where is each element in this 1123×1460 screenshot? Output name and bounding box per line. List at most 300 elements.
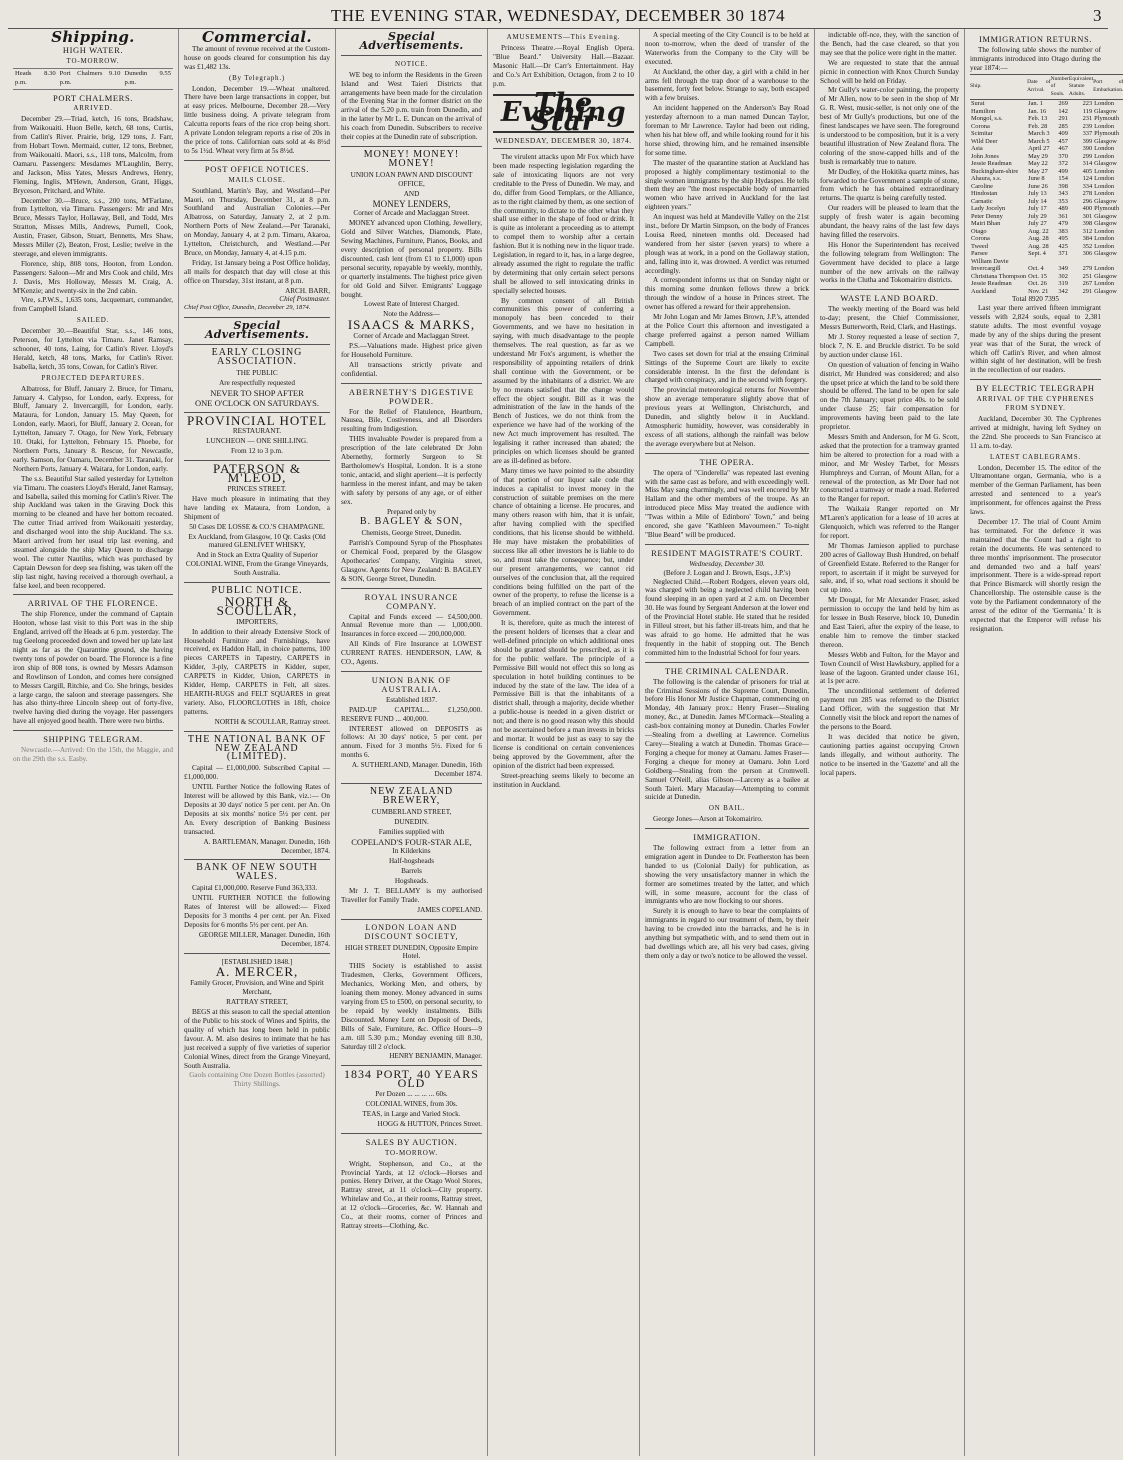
union-loan-title: UNION LOAN PAWN AND DISCOUNT OFFICE,	[350, 170, 473, 188]
imm-cell-port: Glasgow	[1094, 212, 1117, 220]
imm-cell-ship: Wild Deer	[971, 137, 998, 145]
imm-cell-adults: 239	[1082, 122, 1093, 130]
union-bank-title: UNION BANK OF AUSTRALIA.	[371, 675, 452, 694]
imm-cell-port: London	[1094, 167, 1115, 175]
immigration-title: IMMIGRATION.	[693, 832, 761, 843]
port-title: PORT CHALMERS.	[53, 92, 133, 103]
news-p2: At Auckland, the other day, a girl with a child in her arms fell through the trap door of a warehouse to the basement, forty feet below. Strange to say, both escaped with a few bruises.	[645, 67, 809, 103]
imm-cell-souls: 372	[1058, 160, 1068, 168]
high-water-title: HIGH WATER.	[62, 44, 124, 55]
imm-cell-souls	[1051, 258, 1069, 266]
imm-cell-souls: 409	[1058, 130, 1068, 138]
imm-header-ship: Ship.	[970, 74, 1027, 100]
masthead	[8, 4, 1108, 28]
imm-cell-ship: Peter Denny	[971, 212, 1003, 220]
table-row	[970, 123, 1123, 131]
imm-cell-port: London	[1094, 152, 1115, 160]
table-row	[970, 205, 1123, 213]
north-scoullar-sign: NORTH & SCOULLAR, Rattray street.	[214, 717, 330, 726]
imm-cell-ship: Mongol, s.s.	[971, 115, 1003, 123]
imm-cell-adults: 337	[1082, 130, 1093, 138]
rmc-body: Neglected Child.—Robert Rodgers, eleven years old, was charged with being a neglected child having been found sleeping in an open yard at 2 a.m. on December 30. He was found by Sergeant Anderson at the lower end of the Provincial Hotel stable. He stated that he resided in Filleul street, but his father ill-treats him, and that he was afraid to go home. He admitted that he was frequently in the habit of stopping out. The Bench committed him to the Industrial School for four years.	[645, 577, 809, 657]
column-special-ads	[335, 29, 487, 1456]
cyphrenes-title: ARRIVAL OF THE CYPHRENES FROM SYDNEY.	[976, 395, 1095, 413]
imm-cell-date: May 29	[1028, 152, 1048, 160]
imm-cell-date: Jan. 16	[1028, 107, 1047, 115]
paterson-body: Have much pleasure in intimating that they have landing ex Mataura, from London, a Shipment of	[184, 494, 330, 521]
table-row	[970, 115, 1123, 123]
shipping-telegram-body: Newcastle.—Arrived: On the 15th, the Maggie, and on the 29th the s.s. Easby.	[13, 746, 173, 763]
bagley-address: Chemists, George Street, Dunedin.	[361, 529, 462, 538]
table-row	[970, 130, 1123, 138]
masthead-title: THE EVENING STAR, WEDNESDAY, DECEMBER 30 1874	[330, 6, 786, 25]
north-scoullar-sub: IMPORTERS,	[236, 617, 278, 626]
mercer-established: [ESTABLISHED 1848.]	[221, 957, 293, 966]
imm-cell-port: Glasgow	[1094, 250, 1117, 258]
on-bail-body: George Jones—Arson at Tokomairiro.	[653, 815, 763, 824]
abernethy-sub: For the Relief of Flatulence, Heartburn, Nausea, Bile, Costiveness, and all Disorders resulting from Indigestion.	[341, 407, 482, 434]
imm-cell-date: Aug. 22	[1028, 227, 1049, 235]
union-bank-interest: INTEREST allowed on DEPOSITS as follows: At 30 days' notice, 5 per cent. per annum. Fixed for 3 months 5½. Fixed for 6 months 6.	[341, 724, 482, 760]
parrish-body: Parrish's Compound Syrup of the Phosphates or Chemical Food, prepared by the Glasgow Apothecaries' Company, Virginia street, Glasgow. Agents for New Zealand: B. BAGLEY & SON, George Street, Dunedin.	[341, 539, 482, 583]
imm-cell-adults: 312	[1082, 227, 1093, 235]
isaacs-corner: Corner of Arcade and Maclaggan Street.	[353, 332, 470, 341]
imm-cell-ship: Asia	[971, 145, 983, 153]
imm-cell-date: June 8	[1028, 175, 1045, 183]
nz-brewery-half: Half-hogsheads	[388, 857, 435, 866]
nz-brewery-ale: COPELAND'S FOUR-STAR ALE,	[351, 836, 472, 847]
early-closing-l4: ONE O'CLOCK ON SATURDAYS.	[194, 397, 319, 408]
column-commercial	[178, 29, 335, 1456]
early-closing-title: EARLY CLOSING ASSOCIATION.	[211, 347, 303, 367]
editorial-date: WEDNESDAY, DECEMBER 30, 1874.	[493, 137, 634, 149]
imm-cell-date: Nov. 21	[1028, 287, 1049, 295]
rmc-title: RESIDENT MAGISTRATE'S COURT.	[651, 547, 803, 558]
imm-header-souls: Number of Souls.	[1051, 74, 1069, 100]
mercer-body: BEGS at this season to call the special attention of the Public to his stock of Wines and Spirits, the quality of which has long been held in public favour. A. M. also desires to intimate that he has just received a supply of five varieties of superior Colonial Wines, direct from the Grange Vineyard, South Australia.	[184, 1008, 330, 1070]
nz-brewery-families: Families supplied with	[378, 827, 445, 836]
mercer-footer: Gaols containing One Dozen Bottles (assorted) Thirty Shillings.	[189, 1071, 325, 1089]
florence-title: ARRIVAL OF THE FLORENCE.	[27, 598, 159, 609]
imm-cell-souls: 285	[1058, 122, 1068, 130]
bagley-title: B. BAGLEY & SON,	[359, 516, 464, 528]
paterson-title: PATERSON & M'LEOD,	[213, 461, 301, 486]
table-row	[970, 235, 1123, 243]
imm-cell-souls: 349	[1058, 265, 1068, 273]
imm-cell-adults: 119	[1082, 107, 1093, 115]
florence-body: The ship Florence, under the command of Captain Hooton, whose last visit to this Port was in the ship England, arrived off the Heads at 6 p.m. yesterday. The tug Geelong proceeded down and towed her up late last night as far as the Quarantine ground, she having twenty tons of powder on board. The Florence is a fine iron ship of 808 tons, is owned by Messrs Adamson and Rowlinson of London, and comes here consigned to Messrs Cargill, Ritchie, and Co. She brings, besides a large cargo, the saloon and steerage passengers. She has also thirty-three Lincoln sheep out of forty-five, twelve having died during the voyage. Her passengers have all enjoyed good health. There were two births.	[13, 610, 173, 726]
early-closing-l1: THE PUBLIC	[236, 368, 278, 377]
imm-cell-date: July 17	[1028, 205, 1047, 213]
tide-heads: Heads 8.30 p.m.	[15, 69, 56, 86]
imm-cell-ship: Jessie Readman	[971, 280, 1012, 288]
arrivals-2: December 30.—Bruce, s.s., 200 tons, M'Farlane, from Lyttelton, via Timaru. Passengers: Mr and Mrs Bruce, Messrs Taylor, Hollaway, Bell, and Todd, Mrs Stratton, Misses Mills, Andrews, Purnell, Cook, Austin, Fraser, Gibson, Stuart, Bennetts, Mrs Shaw, Messrs Miller (2), Beaton, Frost, Leslie; twelve in the steerage, and eleven immigrants.	[13, 196, 173, 258]
table-row	[970, 280, 1123, 288]
paterson-street: PRINCES STREET.	[227, 484, 287, 493]
nz-brewery-title: NEW ZEALAND BREWERY,	[369, 785, 454, 806]
news-p5: An inquest was held at Mandeville Valley on the 21st inst., before Dr Martin Simpson, on the body of Frances Louisa Reed, nineteen months old. Deceased had wandered from her sister (seven years) to where a plough was at work, in a pond on the Gollaway station, and, falling into it, was drowned. A verdict was returned accordingly.	[645, 213, 809, 275]
immigration-p2: Surely it is enough to have to bear the complaints of immigrants in regard to our treatment of them, by their having to be crowded into the barracks, and he is in anything but sympathetic with, and to send them out in bad dwellings which are, all his very bad cases, giving them only a day or two's notice to be allowed the vessel.	[645, 907, 809, 960]
table-row	[970, 243, 1123, 251]
bnsw-title: BANK OF NEW SOUTH WALES.	[196, 862, 318, 883]
imm-cell-adults: 278	[1082, 190, 1093, 198]
mercer-title: A. MERCER,	[215, 964, 299, 980]
imm-cell-port: Glasgow	[1094, 272, 1117, 280]
table-row	[970, 288, 1123, 296]
postmaster-title: Chief Postmaster.	[279, 295, 330, 304]
imm-cell-port: Plymouth	[1094, 130, 1120, 138]
imm-cell-adults: 267	[1082, 280, 1093, 288]
imm-cell-ship: Otago	[971, 227, 987, 235]
port-1834-price: Per Dozen ... ... ... ... 60s.	[375, 1090, 448, 1099]
imm-cell-adults: 291	[1082, 287, 1093, 295]
waste-land-p2: Mr J. Storey requested a lease of section 7, block 7, N. E. and Bruckle district. To be sold by auction under clause 161.	[820, 333, 959, 359]
imm-cell-souls: 361	[1058, 212, 1068, 220]
imm-cell-date: Jan. 1	[1028, 100, 1044, 108]
provincial-hotel-title: PROVINCIAL HOTEL	[186, 412, 328, 428]
imm-cell-date: July 27	[1028, 220, 1047, 228]
national-bank-title: THE NATIONAL BANK OF NEW ZEALAND (LIMITED).	[187, 733, 327, 763]
paper-title: The Evening Star	[493, 94, 634, 133]
imm-cell-ship: Invercargill	[971, 265, 1001, 273]
nz-brewery-street: CUMBERLAND STREET,	[371, 807, 452, 816]
immigration-returns-intro: The following table shows the number of immigrants introduced into Otago during the year 1874:—	[970, 45, 1101, 72]
imm-cell-souls: 371	[1058, 250, 1068, 258]
imm-cell-port: London	[1094, 175, 1115, 183]
imm-cell-port: London	[1094, 122, 1115, 130]
imm-cell-date: March 5	[1028, 137, 1050, 145]
criminal-calendar-title: THE CRIMINAL CALENDAR.	[664, 665, 790, 676]
imm-cell-souls: 383	[1058, 227, 1068, 235]
mails-list: Southland, Martin's Bay, and Westland—Per Maori, on Thursday, December 31, at 8 p.m. Southland and Australian Colonies.—Per Albatross, on Saturday, January 2, at 2 p.m. Northern Ports of New Zealand.—Per Taranaki, on Monday, January 4, at 2 p.m. Timaru, Akaroa, Lyttelton, Christchurch, and Westland.—Per Bruce, on Monday, January 4, at 4.15 p.m.	[184, 186, 330, 257]
abernethy-body: THIS invaluable Powder is prepared from a prescription of the late celebrated Dr John Abernethy, formerly Surgeon to St Bartholomew's Hospital, London. It is a stone tonic, antacid, and slight aperient—it is perfectly harmless in the merest infant, and may be taken with safety by persons of any age, or of either sex.	[341, 435, 482, 506]
port-1834: 1834 PORT, 40 YEARS OLD	[344, 1067, 479, 1091]
imm-cell-adults: 279	[1082, 265, 1093, 273]
imm-cell-date: Oct. 4	[1028, 265, 1044, 273]
imm-cell-adults: 400	[1082, 205, 1093, 213]
imm-cell-port: Glasgow	[1094, 220, 1117, 228]
union-corner: Corner of Arcade and Maclaggan Street.	[353, 209, 470, 218]
table-row	[970, 213, 1123, 221]
national-bank-body: UNTIL Further Notice the following Rates of Interest will be allowed by this Bank, viz.:— On Deposits at 30 days' notice 5 per cent. per An. On Deposits at six months' notice 5½ per cent. per An. Every description of Banking Business transacted.	[184, 783, 330, 836]
cablegram-2: December 17. The trial of Count Arnim has terminated. For the defence it was maintained that the Count had a right to retain the documents. He was sentenced to three months' imprisonment. The prosecutor and demanded two and a half years' imprisonment. There is a wide-spread report that Prince Bismarck will shortly resign the Chancellorship. The ostensible cause is the vote by the Parliament condemnatory of the arrest of the editor of the 'Germania.' It is expected that the Emperor will refuse his resignation.	[970, 517, 1101, 633]
imm-cell-ship: William Davie	[971, 257, 1009, 265]
imm-cell-souls: 495	[1058, 235, 1068, 243]
on-bail-label: ON BAIL.	[708, 804, 746, 813]
amusements-title: AMUSEMENTS—This Evening.	[506, 33, 621, 41]
imm-cell-ship: Hamilton	[971, 107, 996, 115]
imm-cell-ship: Scimitar	[971, 130, 993, 138]
imm-cell-adults: 296	[1082, 197, 1093, 205]
teas: TEAS, in Large and Varied Stock.	[362, 1109, 461, 1118]
cyphrenes-body: Auckland, December 30. The Cyphrenes arrived at midnight, having left Sydney on the 22nd. She proceeds to San Francisco at 11 a.m. to-day.	[970, 415, 1101, 450]
colonial-wines: COLONIAL WINES, from 30s.	[365, 1100, 458, 1109]
editorial-p2: By common consent of all British communities this power of conferring a monopoly has been conceded to their Governments, and we have no hesitation in saying, with much disadvantage to the people themselves. The real question, as far as we understand Mr Fox's argument, is whether the responsibility of appointing retailers of drink shall continue with the Government, or be assumed by the inhabitants of a district. We are by no means satisfied that the change would effect the object sought. Bill as it was the administration of the law in the hands of the Bench of Justices, we do not think from the experience we have had of the working of the new Act much improvement has resulted. The legalising it rather increased than abated; the principles on which licenses should be granted are as ill-defined as before.	[493, 296, 634, 465]
news-p1: A special meeting of the City Council is to be held at noon to-morrow, when the deed of transfer of the Waterworks from the Company to the City will be executed.	[645, 31, 809, 66]
news-p9: The provincial meteorological returns for November show an average temperature slightly above that of previous years at Wellington, Christchurch, and Dunedin, and slightly below it in Auckland. Atmospheric humidity, however, was considerably in excess of all stations, although the rainfall was below the average everywhere but at Nelson.	[645, 386, 809, 448]
imm-cell-date: May 22	[1028, 160, 1048, 168]
isaacs-ps: P.S.—Valuations made. Highest price given for Household Furniture.	[341, 342, 482, 359]
news2-p5: Our readers will be pleased to learn that the supply of fresh water is again becoming abundant, the heavy rains of the last few days having filled the reservoirs.	[820, 204, 959, 239]
sailed-list: December 30.—Beautiful Star, s.s., 146 tons, Peterson, for Lyttelton via Timaru. Janet Ramsay, schooner, 40 tons, Laing, for Catlin's River. Lloyd's Herald, ketch, 48 tons, Marks, for Catlin's River. Isabella, ketch, 35 tons, Cowan, for Catlin's River.	[13, 327, 173, 371]
luncheon-hours: From 12 to 3 p.m.	[231, 447, 283, 456]
news2-p6: His Honor the Superintendent has received the following telegram from Wellington: The Government have decided to place a large number of the new arrivals on the railway works in the Clutha and Tokomairiro districts.	[820, 240, 959, 285]
page-number: 3	[1093, 6, 1102, 25]
royal-insurance-funds: Capital and Funds exceed — £4,500,000. Annual Revenue more than — 1,000,000. Insurances in force exceed — 200,000,000.	[341, 612, 482, 639]
imm-cell-adults: 301	[1082, 212, 1093, 220]
imm-cell-ship: Jessie Readman	[971, 160, 1012, 168]
imm-cell-adults: 299	[1082, 152, 1093, 160]
news2-p1: indictable off-nce, they, with the sanction of the Bench, had the case cleared, so that you may see that the police were right in the matter.	[820, 31, 959, 57]
isaacs-marks: ISAACS & MARKS,	[347, 317, 476, 333]
commercial-heading: Commercial.	[202, 28, 312, 46]
imm-cell-date: April 27	[1028, 145, 1050, 153]
post-office-date: Chief Post Office, Dunedin, December 29, 1874.	[184, 304, 311, 312]
tide-dunedin: Dunedin 9.55 p.m.	[124, 69, 171, 86]
imm-cell-date: Oct. 15	[1028, 272, 1047, 280]
imm-cell-souls: 342	[1058, 287, 1068, 295]
special-ads-heading: Special Advertisements.	[204, 319, 310, 342]
imm-cell-port: London	[1094, 265, 1115, 273]
imm-cell-port: Plymouth	[1094, 115, 1120, 123]
imm-cell-port: London	[1094, 100, 1115, 108]
imm-header-date: Date of Arrival.	[1027, 74, 1050, 100]
imm-cell-ship: Lady Jocelyn	[971, 205, 1006, 213]
amusements-list: Princess Theatre.—Royal English Opera. "Blue Beard." University Hall.—Bazaar. Masonic Hall.—Dr Carr's Entertainment. Hay and Co.'s Art Exhibition, Octagon, from 2 to 10 p.m.	[493, 43, 634, 88]
imm-cell-date: Sept. 4	[1028, 250, 1046, 258]
imm-cell-souls: 499	[1058, 167, 1068, 175]
imm-cell-adults: 384	[1082, 235, 1093, 243]
paterson-whisky: Ex Auckland, from Glasgow, 10 Qr. Casks (Old matured GLENLIVET WHISKY,	[188, 532, 326, 550]
nz-brewery-barrels: Barrels	[401, 867, 422, 876]
imm-cell-port: Glasgow	[1094, 287, 1117, 295]
nz-brewery-kilderkins: In Kilderkins	[392, 847, 431, 856]
union-bank-capital: PAID-UP CAPITAL... £1,250,000. RESERVE FUND ... 400,000.	[341, 705, 482, 723]
nz-brewery-city: DUNEDIN.	[394, 817, 429, 826]
imm-cell-adults: 398	[1082, 220, 1093, 228]
money-title: MONEY! MONEY! MONEY!	[363, 148, 460, 169]
news-p7: Mr John Logan and Mr James Brown, J.P.'s, attended at the Police Court this afternoon and investigated a charge preferred against a person named William Campbell.	[645, 313, 809, 348]
table-row	[970, 265, 1123, 273]
immigration-returns-title: IMMIGRATION RETURNS.	[978, 34, 1093, 44]
notice-label: NOTICE.	[394, 59, 428, 68]
market-report: London, December 19.—Wheat unaltered. There have been large transactions in copper, but at easy prices. Melbourne, December 28.—Very little business doing. A private telegram from Calcutta reports fears of the rice crop being short. A private London telegram reports a rise of 20s in the price of tons. Californian oats sold at 4s 8½d to 5s 1½d. Wheat very firm at 5s 8½d.	[184, 84, 330, 155]
notice-body: WE beg to inform the Residents in the Green Island and West Taieri Districts that arrangements have been made for the circulation of the Evening Star in the former district on the arrival of the 5.20 p.m. train from Dunedin, and in the latter by Mr L. E. Duncan on the arrival of his coach from Dunedin. Subscribers to receive their copies at the Dunedin rate of subscription.	[341, 70, 482, 142]
imm-cell-souls: 353	[1058, 197, 1068, 205]
imm-cell-adults: 334	[1082, 182, 1093, 190]
waste-land-p3: On question of valuation of fencing in Waiho district, Mr Hundred was considered; and also the upset price at which the land to be sold there should be offered. The land to be open for sale on the 7th January; upset price 40s. to be sold under clause 25; fair compensation for improvements having been paid to the late proprietor.	[820, 360, 959, 432]
bnsw-body: UNTIL FURTHER NOTICE the following Rates of Interest will be allowed:— Fixed Deposits for 3 months 4 per cent. per An. Fixed Deposits for 6 months 5½ per cent. per An.	[184, 894, 330, 929]
prepared-by: Prepared only by	[386, 507, 437, 516]
opera-body: The opera of "Cinderella" was repeated last evening with the same cast as before, and with exceedingly well. Miss May sang charmingly, and was well encored by Mr Hallam and the other members of the troupe. As an introduced piece Miss May treated the audience with "Twas within a Mile of Edinboro' Town," and being encored, she gave "Kathleen Mavourneen." To-night "Blue Beard" will be produced.	[645, 468, 809, 539]
imm-cell-adults: 399	[1082, 137, 1093, 145]
imm-cell-port: London	[1094, 182, 1115, 190]
editorial-p5: Street-preaching seems likely to become an institution in Auckland.	[493, 771, 634, 789]
bnsw-sign: GEORGE MILLER, Manager. Dunedin, 16th December, 1874.	[198, 930, 330, 948]
early-closing-l3: NEVER TO SHOP AFTER	[210, 387, 304, 398]
waste-land-p1: The weekly meeting of the Board was held to-day; present, the Chief Commissioner, Messrs Butterworth, Reid, Clark, and Hastings.	[820, 305, 959, 332]
mercer-street: RATTRAY STREET,	[226, 998, 288, 1007]
imm-cell-date: Feb. 28	[1028, 122, 1048, 130]
table-row	[970, 168, 1123, 176]
imm-cell-adults: 352	[1082, 242, 1093, 250]
money-lenders: MONEY LENDERS,	[372, 198, 451, 209]
imm-cell-ship: Corona	[971, 235, 990, 243]
paterson-champagne: 50 Cases DE LOSSE & CO.'S CHAMPAGNE.	[189, 522, 325, 531]
provincial-hotel-sub: RESTAURANT.	[232, 427, 282, 436]
isaacs-private: All transactions strictly private and confidential.	[341, 360, 482, 378]
paterson-wine: And in Stock an Extra Quality of Superior COLONIAL WINE, From the Grange Vineyards, South Australia.	[185, 551, 329, 578]
imm-cell-date: July 29	[1028, 212, 1047, 220]
imm-cell-adults: 306	[1082, 250, 1093, 258]
table-row	[970, 220, 1123, 228]
by-telegraph: (By Telegraph.)	[228, 73, 286, 82]
criminal-calendar-body: The following is the calendar of prisoners for trial at the Criminal Sessions of the Supreme Court, Dunedin, before His Honor Mr Justice Chapman, commencing on Monday, 4th January prox.: Henry Fraser—Stealing money, &c., at Dunedin. James M'Cormack—Stealing a cash-box containing money at Dunedin. Charles Fowler—Stealing from a dwelling at Lawrence. Cornelius Carey—Stealing a watch at Dunedin. Thomas Grace—Forging a cheque for money at Oamaru. James Fraser—Forging a cheque for money at Oamaru. John Lord Goldberg—Stealing from the person at Cromwell. Samuel O'Neill, alias Gibson—Larceny as a bailee at South Taieri. Mary Macaulay—Attempting to commit suicide at Dunedin.	[645, 677, 809, 802]
mercer-trade: Family Grocer, Provision, and Wine and Spirit Merchant,	[190, 979, 324, 997]
imm-cell-port: London	[1094, 190, 1115, 198]
imm-cell-souls: 479	[1058, 220, 1068, 228]
nz-brewery-traveller: Mr J. T. BELLAMY is my authorised Traveller for Family Trade.	[341, 887, 482, 904]
table-row	[970, 190, 1123, 198]
rmc-date: Wednesday, December 30.	[689, 559, 765, 568]
revenue-note: The amount of revenue received at the Custom-house on goods cleared for consumption his day was £1,482 13s.	[184, 44, 330, 71]
sales-title: SALES BY AUCTION.	[365, 1136, 458, 1147]
imm-cell-date	[1027, 258, 1050, 266]
imm-cell-ship: Caroline	[971, 182, 994, 190]
post-office-title: POST OFFICE NOTICES.	[204, 163, 310, 174]
projected-label: PROJECTED DEPARTURES.	[41, 373, 145, 382]
imm-cell-date: March 3	[1028, 130, 1050, 138]
shipping-telegram-title: SHIPPING TELEGRAM.	[43, 734, 143, 745]
column-shipping	[8, 29, 178, 1456]
arrivals-3: Florence, ship, 808 tons, Hooton, from London. Passengers: Saloon—Mr and Mrs Cook and child, Mrs J. Davis, Mrs Holloway, Messrs M. Craig, A. M'Kenzie; and twenty-six in the 2nd cabin.	[13, 259, 173, 295]
imm-cell-adults: 251	[1082, 272, 1093, 280]
national-bank-sign: A. BARTLEMAN, Manager. Dunedin, 16th December, 1874.	[203, 837, 330, 855]
special-ads-heading-2: Special Advertisements.	[359, 30, 464, 52]
arrivals-4: Vire, s.P.W.S., 1,635 tons, Jacquemart, commander, from Campbell Island.	[13, 296, 173, 314]
imm-cell-souls: 142	[1058, 107, 1068, 115]
imm-cell-port: Glasgow	[1094, 197, 1117, 205]
imm-cell-port: Plymouth	[1094, 205, 1120, 213]
imm-header-port: Port of Embarkation.	[1093, 74, 1123, 100]
table-row	[970, 145, 1123, 153]
imm-cell-souls: 269	[1058, 100, 1068, 108]
luncheon-line: LUNCHEON — ONE SHILLING.	[206, 437, 308, 446]
editorial-p3: Many times we have pointed to the absurdity of that portion of our liquor sale code that induces a capitalist to invest money in the construction of suitable premises on the mere chance of obtaining a license. He procures, and many others reason with him, that it is unfair, after having complied with the specified conditions, that his license should be withheld. He may have mistaken the probabilities of success like all other investors he is liable to do so, and must take the consequence; but, under our present arrangements, we cannot rid ourselves of the conclusion that, all the required conditions being fulfilled on the part of the owner of the property, to refuse the license is a breach of an implied contract on the part of the Government.	[493, 466, 634, 618]
cablegrams-title: LATEST CABLEGRAMS.	[990, 452, 1081, 461]
imm-cell-date: Oct. 26	[1028, 280, 1047, 288]
column-news-2	[814, 29, 964, 1456]
waste-land-p8: Messrs Webb and Fulton, for the Mayor and Town Council of West Hawksbury, applied for a lease of the lagoon. Granted under clause 161, at 1s per acre.	[820, 650, 959, 686]
imm-cell-port: Glasgow	[1094, 107, 1117, 115]
imm-cell-date: Aug. 28	[1028, 242, 1049, 250]
cablegram-1: London, December 15. The editor of the Ultramontane organ, Germania, who is a member of the German Parliament, has been arrested and sentenced to a year's imprisonment, for offences against the Press laws.	[970, 463, 1101, 517]
sales-body: Wright, Stephenson, and Co., at the Provincial Yards, at 12 o'clock—Horses and ponies. Henry Driver, at the Otago Wool Stores, Rattray street, at 11 o'clock—City property. Whitelaw and Co., at their rooms, Rattray street, at 12 o'clock—Groceries, &c. W. Hannah and Co., at their rooms, corner of Princes and Rattray streets—Clothing, &c.	[341, 1159, 482, 1230]
column-news	[639, 29, 814, 1456]
sailed-label: SAILED.	[76, 316, 110, 325]
shipping-notes: The s.s. Beautiful Star sailed yesterday for Lyttelton via Timaru. The coasters Lloyd's Herald, Janet Ramsay, and Isabella, sailed this morning for Catlin's River. The ship Auckland was taken in the Graving Dock this morning to be cleaned and have her bottom recoated. The cutter Triad arrived from Waikouaiti yesterday, and discharged wool into the ship Auckland. The s.s. Maori arrived from her usual trip last evening, and steamed alongside the ship May Queen to discharge wool. The cutter Nautilus, which was purchased by Captain Dewson for deep sea fishing, was taken off the slip last night, having received a thorough overhaul, a false keel, and been recoppered.	[13, 474, 173, 590]
table-row	[970, 153, 1123, 161]
imm-cell-adults: 231	[1082, 115, 1093, 123]
mails-holiday: Friday, 1st January being a Post Office holiday, all mails for despatch that day will close at this office on Thursday, 31st instant, at 8 p.m.	[184, 258, 330, 285]
imm-cell-port: London	[1094, 235, 1115, 243]
immigration-table	[970, 74, 1123, 296]
immigration-total: Total 8920 7395	[1011, 295, 1059, 304]
imm-cell-date: May 27	[1028, 167, 1048, 175]
imm-cell-souls: 398	[1058, 182, 1068, 190]
imm-cell-ship: John Jones	[971, 152, 999, 160]
imm-cell-adults: 314	[1082, 160, 1093, 168]
london-loan-title: LONDON LOAN AND DISCOUNT SOCIETY,	[364, 922, 459, 941]
imm-cell-adults: 405	[1082, 167, 1093, 175]
imm-cell-ship: Mairi Bhan	[971, 220, 1001, 228]
editorial-p4: It is, therefore, quite as much the interest of the present holders of licenses that a clear and well-defined principle on which additional ones should be granted should be prescribed, as it is for the public welfare. The principle of a Permissive Bill would not effect this so long as speculation in hotel building continues to be induced by the state of the law. The idea of a Permissive Bill is that the inhabitants of a district shall, through a majority, decide whether a public-house is needed in a given district or not; and there is no good reason why this should not be ascertained before a man invests in bricks and mortar. It would be just as easy to say the license is conditional on certain conveniences being approved by the Government, after the opinion of the district had been expressed.	[493, 619, 634, 770]
nz-brewery-sign: JAMES COPELAND.	[417, 905, 482, 914]
imm-cell-port: Glasgow	[1094, 137, 1117, 145]
sales-tomorrow: TO-MORROW.	[385, 1148, 438, 1157]
high-water-sub: TO-MORROW.	[66, 56, 120, 65]
imm-cell-port: Glasgow	[1094, 160, 1117, 168]
imm-cell-port: London	[1094, 227, 1115, 235]
national-bank-capital: Capital — £1,000,000. Subscribed Capital — £1,000,000.	[184, 764, 330, 782]
column-immigration	[964, 29, 1123, 1456]
imm-cell-souls: 489	[1058, 205, 1068, 213]
imm-cell-ship: Christiana Thompson	[971, 272, 1027, 280]
imm-cell-souls: 291	[1058, 115, 1068, 123]
imm-cell-ship: Surat	[971, 100, 985, 108]
waste-land-p4: Messrs Smith and Anderson, for M G. Scott, asked that the protection for a tramway granted him be altered to protection for a road with a minor, and Mr Wesley Tarbet, for Messrs Humphreys and Curran, of Mount Allan, for a renewal of the protection, as Mr Doer had not constructed a tramway or made a road. Referred to the Ranger for report.	[820, 432, 959, 504]
immigration-summary: Last year there arrived fifteen immigrant vessels with 2,824 souls, equal to 2,381 statute adults. The most eventful voyage made by any of the ships during the present year was that of the Surat, the wreck of which off Catlin's River, and when almost within sight of her destination, will be fresh in the recollection of our readers.	[970, 304, 1101, 375]
london-loan-sign: HENRY BENJAMIN, Manager.	[389, 1052, 482, 1061]
hogg-hutton: HOGG & HUTTON, Princes Street.	[377, 1119, 482, 1128]
early-closing-l2: Are respectfully requested	[219, 378, 295, 387]
imm-cell-port	[1093, 258, 1123, 266]
projected-list: Albatross, for Bluff, January 2. Bruce, for Timaru, January 4. Calypso, for London, early. Express, for Bluff, January 2. Invercargill, for London, early. Mataura, for London, January 15. May Queen, for London, early. Maori, for Bluff, January 2. Ocean, for Lyttelton, January 7. Otago, for New York, February 10. Otaki, for Lyttelton, February 15. Phoebe, for Northern Ports, January 8. Rescue, for Newcastle, early. Samson, for Oamaru, December 31. Taranaki, for Northern Ports, January 4. Waitara, for London, early.	[13, 384, 173, 473]
imm-cell-adults: 223	[1082, 100, 1093, 108]
opera-title: THE OPERA.	[699, 456, 755, 467]
imm-cell-souls: 319	[1058, 280, 1068, 288]
waste-land-title: WASTE LAND BOARD.	[840, 293, 939, 304]
editorial-p1: The virulent attacks upon Mr Fox which have been made respecting legislation regarding the sale of intoxicating liquors are not very creditable to the Press of Dunedin. We may, and do, differ from Good Templars, or the Alliance, as to the right claimed by them, as one section of the community, to dictate to the other what they shall use either in the shape of food or drink. It is quite as intolerant a proceeding as to attempt to compel them to worship after a certain fashion. But it is nothing new in the liquor trade. Legislation, in regard to it, has, in a large degree, already assumed the right to regulate the traffic by determining that only certain select persons shall be allowed to sell intoxicating drinks in specially selected houses.	[493, 153, 634, 295]
arrived-label: ARRIVED.	[73, 104, 113, 113]
table-row	[970, 100, 1123, 108]
bnsw-capital: Capital £1,000,000. Reserve Fund 363,333.	[192, 884, 318, 893]
news2-p3: Mr Gully's water-color painting, the property of Mr Allen, now to be seen in the shop of Mr G. R. West, music-seller, is not only one of the best of Mr Gully's productions, but one of the finest landscapes we have seen. The foreground is understood to be composition, but it is a very beautiful illustration of New Zealand flora. The coloring of the snow-capped hills and of the bush is remarkably true to nature.	[820, 86, 959, 166]
arrivals-1: December 29.—Triad, ketch, 16 tons, Bradshaw, from Waikouaiti. Huon Belle, ketch, 68 tons, Curtis, from Catlin's River. Prairie, brig, 129 tons, J. Farr, from Hobart Town. Mermaid, cutter, 12 tons, Brebner, from Waikouaiti. Maori, s.s., 118 tons, Malcolm, from Oamaru. Passengers: Mesdames M'Laughlin, Berry, and Jackson, Miss Yates, Messrs Andrews, Henry, Fleming, Inglis, M'Hewn, Anderson, Grant, Higgs, Bryceson, Pritchard, and White.	[13, 115, 173, 195]
lowest-rate: Lowest Rate of Interest Charged.	[363, 300, 460, 309]
imm-cell-souls: 343	[1058, 190, 1068, 198]
table-row	[970, 175, 1123, 183]
waste-land-p9: The unconditional settlement of deferred payment run 285 was referred to the District Land Officer, with the suggestion that Mr Connelly visit the block and report the names of the persons to the Board.	[820, 687, 959, 731]
table-row	[970, 258, 1123, 266]
imm-cell-port: London	[1094, 280, 1115, 288]
royal-insurance-agents: All Kinds of Fire Insurance at LOWEST CURRENT RATES. HENDERSON, LAW, & CO., Agents.	[341, 640, 482, 667]
imm-cell-souls: 457	[1058, 137, 1068, 145]
table-row	[970, 228, 1123, 236]
table-row	[970, 198, 1123, 206]
news-p8: Two cases set down for trial at the ensuing Criminal Sittings of the Supreme Court are likely to excite considerable interest. In the first the defendant is charged with conspiracy, and in the second with forgery.	[645, 349, 809, 385]
imm-cell-adults: 390	[1082, 145, 1093, 153]
table-row	[970, 108, 1123, 116]
postmaster-name: ARCH. BARR,	[285, 286, 330, 295]
immigration-table-body	[970, 100, 1123, 296]
imm-cell-souls: 154	[1058, 175, 1068, 183]
electric-telegraph-title: BY ELECTRIC TELEGRAPH	[976, 383, 1095, 394]
imm-cell-souls: 467	[1058, 145, 1068, 153]
imm-cell-date: July 13	[1028, 190, 1047, 198]
imm-cell-adults: 124	[1082, 175, 1093, 183]
abernethy-title: ABERNETHY'S DIGESTIVE POWDER.	[348, 386, 475, 406]
